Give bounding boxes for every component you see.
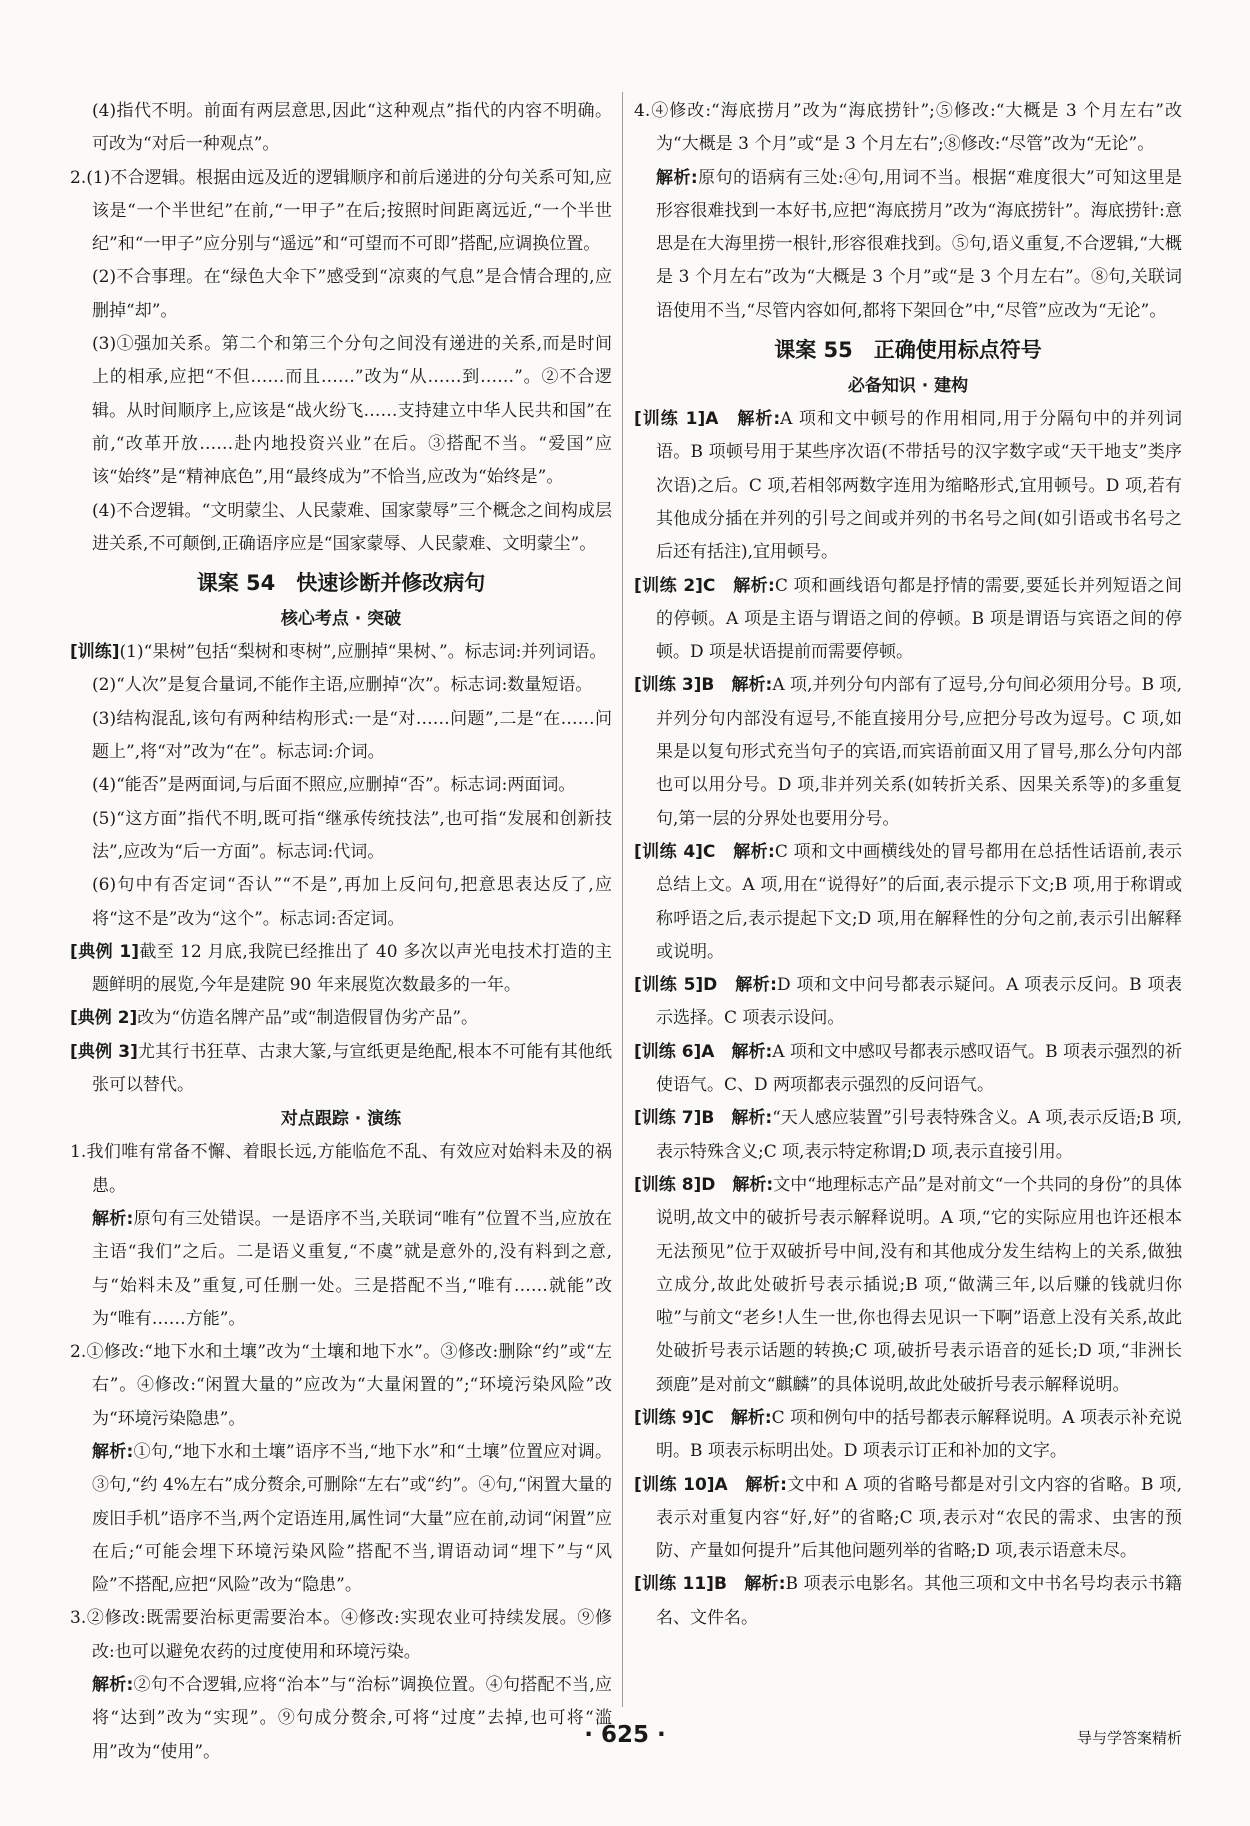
training-item-6: [634, 1036, 1182, 1103]
paragraph: (5)“这方面”指代不明,既可指“继承传统技法”,也可指“发展和创新技法”,应改为“后一方面”。标志词:代词。: [92, 808, 612, 862]
analysis-text: 原句有三处错误。一是语序不当,关联词“唯有”位置不当,应放在主语“我们”之后。二是语义重复,“不虞”就是意外的,没有料到之意,与“始料未及”重复,可任删一处。三是搭配不当,“唯有……就能”改为“唯有……方能”。: [92, 1208, 612, 1329]
example-item-2: [70, 1002, 612, 1035]
example-tag: [典例 3]: [70, 1041, 138, 1062]
example-tag: [典例 1]: [70, 941, 139, 962]
training-tag: [训练 5]D 解析:: [634, 975, 777, 996]
training-text: 文中“地理标志产品”是对前文“一个共同的身份”的具体说明,故文中的破折号表示解释说明。A 项,“它的实际应用也许还根本无法预见”位于双破折号中间,没有和其他成分发生结构上的关系,做独立成分,故此处破折号表示插说;B 项,“做满三年,以后赚的钱就归你啦”与前文“老乡!人生一世,你也得去见识一下啊”语意上没有关系,故此处破折号表示话题的转换;C 项,破折号表示语音的延长;D 项,“非洲长颈鹿”是对前文“麒麟”的具体说明,故此处破折号表示解释说明。: [656, 1174, 1182, 1395]
answer-item-2b: 2.①修改:“地下水和土壤”改为“土壤和地下水”。③修改:删除“约”或“左右”。④修改:“闲置大量的”应改为“大量闲置的”;“环境污染风险”改为“环境污染隐患”。: [70, 1342, 612, 1429]
paragraph: (2)“人次”是复合量词,不能作主语,应删掉“次”。标志词:数量短语。: [92, 675, 593, 696]
right-column: [634, 95, 1182, 1635]
training-tag: [训练 10]A 解析:: [634, 1474, 787, 1495]
training-tag: [训练 11]B 解析:: [634, 1574, 786, 1595]
paragraph: (4)不合逻辑。“文明蒙尘、人民蒙难、国家蒙辱”三个概念之间构成层进关系,不可颠倒,正确语序应是“国家蒙辱、人民蒙难、文明蒙尘”。: [92, 500, 612, 554]
training-text: C 项和文中画横线处的冒号都用在总括性话语前,表示总结上文。A 项,用在“说得好”的后面,表示提示下文;B 项,用于称谓或称呼语之后,表示提起下文;D 项,用在解释性的分句之前,表示引出解释或说明。: [656, 841, 1182, 962]
training-tag: [训练 3]B 解析:: [634, 675, 773, 696]
training-text: “天人感应装置”引号表特殊含义。A 项,表示反语;B 项,表示特殊含义;C 项,表示特定称谓;D 项,表示直接引用。: [656, 1108, 1182, 1162]
answer-item-1: 1.我们唯有常备不懈、着眼长远,方能临危不乱、有效应对始料未及的祸患。: [70, 1142, 612, 1196]
example-item-3: [70, 1036, 612, 1103]
training-text: A 项和文中感叹号都表示感叹语气。B 项表示强烈的祈使语气。C、D 两项都表示强烈的反问语气。: [656, 1041, 1183, 1096]
example-text: 改为“仿造名牌产品”或“制造假冒伪劣产品”。: [137, 1008, 479, 1029]
training-item: [70, 636, 612, 669]
left-column: [70, 95, 612, 1769]
training-item-10: [634, 1469, 1182, 1569]
training-text: A 项,并列分句内部有了逗号,分句间必须用分号。B 项,并列分句内部没有逗号,不能直接用分号,应把分号改为逗号。C 项,如果是以复句形式充当句子的宾语,而宾语前面又用了冒号,那么分句内部也可以用分号。D 项,非并列关系(如转折关系、因果关系等)的多重复句,第一层的分界处也要用分号。: [656, 675, 1182, 829]
training-tag: [训练 8]D 解析:: [634, 1174, 774, 1195]
answer-item-3: 3.②修改:既需要治标更需要治本。④修改:实现农业可持续发展。⑨修改:也可以避免农药的过度使用和环境污染。: [70, 1608, 612, 1662]
footer-brand: 导与学答案精析: [1076, 1729, 1182, 1747]
training-tag: [训练 2]C 解析:: [634, 575, 775, 596]
section-heading-knowledge: 必备知识 · 建构: [847, 376, 969, 397]
training-text: C 项和例句中的括号都表示解释说明。A 项表示补充说明。B 项表示标明出处。D 项表示订正和补加的文字。: [656, 1407, 1183, 1462]
answer-item-2: 2.(1)不合逻辑。根据由远及近的逻辑顺序和前后递进的分句关系可知,应该是“一个半世纪”在前,“一甲子”在后;按照时间距离远近,“一个半世纪”和“一甲子”应分别与“遥远”和“可望而不可即”搭配,应调换位置。: [70, 167, 612, 255]
training-tag: [训练 4]C 解析:: [634, 841, 775, 862]
page-number: · 625 ·: [584, 1722, 666, 1748]
training-item-3: [634, 669, 1182, 835]
paragraph: (4)“能否”是两面词,与后面不照应,应删掉“否”。标志词:两面词。: [92, 775, 576, 796]
training-item-1: [634, 403, 1182, 569]
section-heading-core: 核心考点 · 突破: [280, 609, 402, 630]
analysis-tag: 解析:: [92, 1441, 134, 1462]
lesson-55-title: 课案 55 正确使用标点符号: [774, 338, 1042, 363]
paragraph: (4)指代不明。前面有两层意思,因此“这种观点”指代的内容不明确。可改为“对后一种观点”。: [92, 101, 612, 155]
example-text: 尤其行书狂草、古隶大篆,与宣纸更是绝配,根本不可能有其他纸张可以替代。: [92, 1041, 612, 1096]
training-tag: [训练 7]B 解析:: [634, 1108, 773, 1129]
example-item-1: [70, 936, 612, 1003]
answer-item-4: 4.④修改:“海底捞月”改为“海底捞针”;⑤修改:“大概是 3 个月左右”改为“大概是 3 个月”或“是 3 个月左右”;⑧修改:“尽管”改为“无论”。: [634, 101, 1182, 155]
column-divider: [622, 92, 623, 1707]
analysis-tag: 解析:: [656, 167, 698, 188]
analysis: [70, 1203, 612, 1336]
training-item-8: [634, 1169, 1182, 1402]
paragraph: (3)①强加关系。第二个和第三个分句之间没有递进的关系,而是时间上的相承,应把“不但……而且……”改为“从……到……”。②不合逻辑。从时间顺序上,应该是“战火纷飞……支持建立中华人民共和国”在前,“改革开放……赴内地投资兴业”在后。③搭配不当。“爱国”应该“始终”是“精神底色”,用“最终成为”不恰当,应改为“始终是”。: [92, 334, 612, 488]
analysis-tag: 解析:: [92, 1675, 134, 1696]
training-tag: [训练 9]C 解析:: [634, 1407, 772, 1428]
lesson-54-title: 课案 54 快速诊断并修改病句: [196, 571, 486, 596]
training-text: B 项表示电影名。其他三项和文中书名号均表示书籍名、文件名。: [656, 1574, 1182, 1628]
training-text: C 项和画线语句都是抒情的需要,要延长并列短语之间的停顿。A 项是主语与谓语之间的停顿。B 项是谓语与宾语之间的停顿。D 项是状语提前而需要停顿。: [656, 575, 1182, 663]
paragraph: (6)句中有否定词“否认”“不是”,再加上反问句,把意思表达反了,应将“这不是”改为“这个”。标志词:否定词。: [92, 875, 612, 929]
analysis: [70, 1436, 612, 1602]
analysis-text: ①句,“地下水和土壤”语序不当,“地下水”和“土壤”位置应对调。③句,“约 4%左右”成分赘余,可删除“左右”或“约”。④句,“闲置大量的废旧手机”语序不当,两个定语连用,属性词“大量”应在前,动词“闲置”应在后;“可能会埋下环境污染风险”搭配不当,谓语动词“埋下”与“风险”不搭配,应把“风险”改为“隐患”。: [92, 1441, 612, 1596]
training-tag: [训练]: [70, 642, 120, 663]
analysis-text: 原句的语病有三处:④句,用词不当。根据“难度很大”可知这里是形容很难找到一本好书,应把“海底捞月”改为“海底捞针”。海底捞针:意思是在大海里捞一根针,形容很难找到。⑤句,语义重复,不合逻辑,“大概是 3 个月左右”改为“大概是 3 个月”或“是 3 个月左右”。⑧句,关联词语使用不当,“尽管内容如何,都将下架回仓”中,“尽管”应改为“无论”。: [656, 167, 1182, 321]
training-item-5: [634, 969, 1182, 1036]
analysis-text: ②句不合逻辑,应将“治本”与“治标”调换位置。④句搭配不当,应将“达到”改为“实现”。⑨句成分赘余,可将“过度”去掉,也可将“滥用”改为“使用”。: [92, 1675, 612, 1762]
training-item-2: [634, 570, 1182, 670]
training-item-11: [634, 1568, 1182, 1635]
training-tag: [训练 6]A 解析:: [634, 1041, 773, 1062]
analysis-tag: 解析:: [92, 1208, 134, 1229]
training-text: (1)“果树”包括“梨树和枣树”,应删掉“果树、”。标志词:并列词语。: [119, 642, 607, 663]
training-text: A 项和文中顿号的作用相同,用于分隔句中的并列词语。B 项顿号用于某些序次语(不带括号的汉字数字或“天干地支”类序次语)之后。C 项,若相邻两数字连用为缩略形式,宜用顿号。D 项,若有其他成分插在并列的引号之间或并列的书名号之间(如引语或书名号之后还有括注),宜用顿号。: [656, 409, 1182, 563]
analysis: [70, 1669, 612, 1769]
example-text: 截至 12 月底,我院已经推出了 40 多次以声光电技术打造的主题鲜明的展览,今年是建院 90 年来展览次数最多的一年。: [92, 941, 612, 996]
paragraph: (3)结构混乱,该句有两种结构形式:一是“对……问题”,二是“在……问题上”,将“对”改为“在”。标志词:介词。: [92, 708, 612, 763]
training-text: 文中和 A 项的省略号都是对引文内容的省略。B 项,表示对重复内容“好,好”的省略;C 项,表示对“农民的需求、虫害的预防、产量如何提升”后其他问题列举的省略;D 项,表示语意未尽。: [656, 1474, 1182, 1562]
training-tag: [训练 1]A 解析:: [634, 409, 781, 430]
training-item-4: [634, 836, 1182, 969]
training-item-7: [634, 1102, 1182, 1169]
training-text: D 项和文中问号都表示疑问。A 项表示反问。B 项表示选择。C 项表示设问。: [656, 975, 1182, 1029]
analysis: [634, 162, 1182, 328]
example-tag: [典例 2]: [70, 1008, 138, 1029]
training-item-9: [634, 1402, 1182, 1469]
paragraph: (2)不合事理。在“绿色大伞下”感受到“凉爽的气息”是合情合理的,应删掉“却”。: [92, 267, 612, 321]
section-heading-practice: 对点跟踪 · 演练: [280, 1109, 402, 1130]
